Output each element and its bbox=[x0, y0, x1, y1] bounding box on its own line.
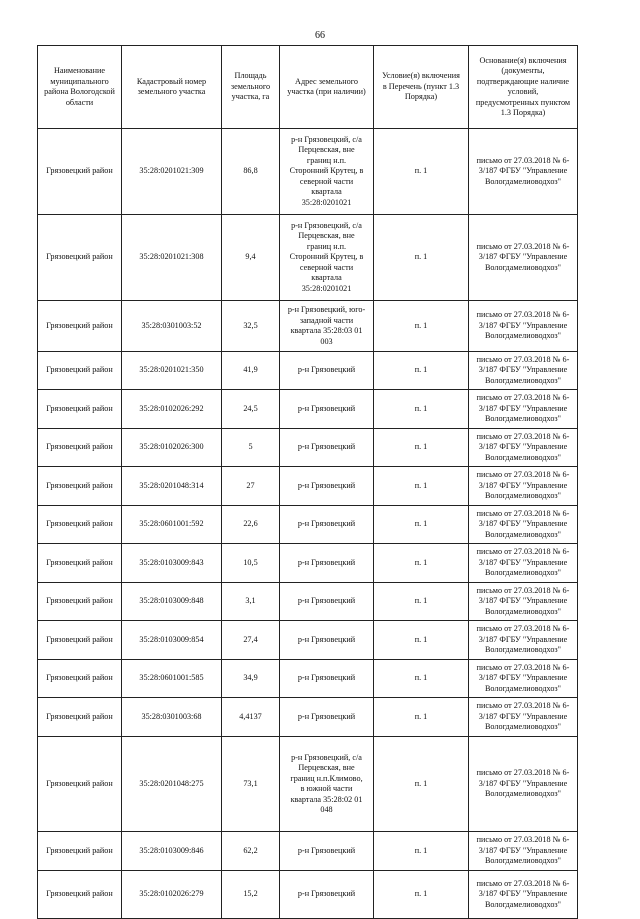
cell-condition: п. 1 bbox=[374, 215, 469, 301]
cell-address: р-н Грязовецкий bbox=[280, 429, 374, 467]
table-row bbox=[38, 467, 578, 506]
cell-condition: п. 1 bbox=[374, 301, 469, 352]
cell-cadastral-number: 35:28:0301003:52 bbox=[122, 301, 222, 352]
page-number: 66 bbox=[315, 30, 325, 41]
cell-condition: п. 1 bbox=[374, 832, 469, 871]
cell-district: Грязовецкий район bbox=[38, 832, 122, 871]
cell-condition: п. 1 bbox=[374, 698, 469, 737]
cell-area: 27 bbox=[222, 467, 280, 506]
cell-cadastral-number: 35:28:0301003:68 bbox=[122, 698, 222, 737]
cell-address: р-н Грязовецкий bbox=[280, 583, 374, 621]
cell-area: 27,4 bbox=[222, 621, 280, 660]
cell-cadastral-number: 35:28:0103009:848 bbox=[122, 583, 222, 621]
cell-basis: письмо от 27.03.2018 № 6- 3/187 ФГБУ "Управление Вологдамелиоводхоз" bbox=[469, 301, 578, 352]
cell-cadastral-number: 35:28:0103009:846 bbox=[122, 832, 222, 871]
cell-cadastral-number: 35:28:0102026:279 bbox=[122, 871, 222, 919]
cell-address: р-н Грязовецкий bbox=[280, 832, 374, 871]
header-area: Площадь земельного участка, га bbox=[222, 46, 280, 129]
cell-cadastral-number: 35:28:0201021:308 bbox=[122, 215, 222, 301]
cell-area: 22,6 bbox=[222, 506, 280, 544]
cell-area: 24,5 bbox=[222, 390, 280, 429]
land-plots-table bbox=[37, 45, 578, 919]
header-cadastral-number: Кадастровый номер земельного участка bbox=[122, 46, 222, 129]
header-condition: Условие(я) включения в Перечень (пункт 1.3 Порядка) bbox=[374, 46, 469, 129]
cell-district: Грязовецкий район bbox=[38, 698, 122, 737]
cell-basis: письмо от 27.03.2018 № 6- 3/187 ФГБУ "Управление Вологдамелиоводхоз" bbox=[469, 621, 578, 660]
cell-area: 9,4 bbox=[222, 215, 280, 301]
cell-cadastral-number: 35:28:0201048:314 bbox=[122, 467, 222, 506]
table-row bbox=[38, 429, 578, 467]
cell-district: Грязовецкий район bbox=[38, 129, 122, 215]
cell-district: Грязовецкий район bbox=[38, 737, 122, 832]
header-address: Адрес земельного участка (при наличии) bbox=[280, 46, 374, 129]
cell-area: 34,9 bbox=[222, 660, 280, 698]
cell-cadastral-number: 35:28:0201021:350 bbox=[122, 352, 222, 390]
cell-basis: письмо от 27.03.2018 № 6- 3/187 ФГБУ "Управление Вологдамелиоводхоз" bbox=[469, 215, 578, 301]
cell-condition: п. 1 bbox=[374, 871, 469, 919]
cell-district: Грязовецкий район bbox=[38, 871, 122, 919]
cell-basis: письмо от 27.03.2018 № 6- 3/187 ФГБУ "Управление Вологдамелиоводхоз" bbox=[469, 583, 578, 621]
cell-condition: п. 1 bbox=[374, 467, 469, 506]
cell-area: 32,5 bbox=[222, 301, 280, 352]
table-row bbox=[38, 544, 578, 583]
cell-address: р-н Грязовецкий, с/а Перцевская, вне границ н.п. Сторонний Крутец, в северной части квартала 35:28:0201021 bbox=[280, 215, 374, 301]
cell-area: 15,2 bbox=[222, 871, 280, 919]
cell-address: р-н Грязовецкий bbox=[280, 660, 374, 698]
cell-cadastral-number: 35:28:0103009:843 bbox=[122, 544, 222, 583]
cell-condition: п. 1 bbox=[374, 660, 469, 698]
cell-area: 62,2 bbox=[222, 832, 280, 871]
cell-address: р-н Грязовецкий bbox=[280, 352, 374, 390]
cell-address: р-н Грязовецкий bbox=[280, 698, 374, 737]
header-basis: Основание(я) включения (документы, подтверждающие наличие условий, предусмотренных пунктом 1.3 Порядка) bbox=[469, 46, 578, 129]
table-row bbox=[38, 215, 578, 301]
cell-address: р-н Грязовецкий bbox=[280, 621, 374, 660]
cell-cadastral-number: 35:28:0201048:275 bbox=[122, 737, 222, 832]
cell-address: р-н Грязовецкий bbox=[280, 467, 374, 506]
cell-cadastral-number: 35:28:0103009:854 bbox=[122, 621, 222, 660]
table-row bbox=[38, 832, 578, 871]
cell-basis: письмо от 27.03.2018 № 6- 3/187 ФГБУ "Управление Вологдамелиоводхоз" bbox=[469, 832, 578, 871]
table-row bbox=[38, 871, 578, 919]
cell-basis: письмо от 27.03.2018 № 6- 3/187 ФГБУ "Управление Вологдамелиоводхоз" bbox=[469, 871, 578, 919]
cell-condition: п. 1 bbox=[374, 390, 469, 429]
table-row bbox=[38, 390, 578, 429]
table-row bbox=[38, 583, 578, 621]
cell-condition: п. 1 bbox=[374, 737, 469, 832]
cell-basis: письмо от 27.03.2018 № 6- 3/187 ФГБУ "Управление Вологдамелиоводхоз" bbox=[469, 698, 578, 737]
table-row bbox=[38, 621, 578, 660]
table-header-row bbox=[38, 46, 578, 129]
header-district: Наименование муниципального района Вологодской области bbox=[38, 46, 122, 129]
cell-cadastral-number: 35:28:0601001:592 bbox=[122, 506, 222, 544]
cell-basis: письмо от 27.03.2018 № 6- 3/187 ФГБУ "Управление Вологдамелиоводхоз" bbox=[469, 544, 578, 583]
cell-basis: письмо от 27.03.2018 № 6- 3/187 ФГБУ "Управление Вологдамелиоводхоз" bbox=[469, 352, 578, 390]
cell-address: р-н Грязовецкий bbox=[280, 544, 374, 583]
cell-area: 3,1 bbox=[222, 583, 280, 621]
cell-district: Грязовецкий район bbox=[38, 215, 122, 301]
cell-district: Грязовецкий район bbox=[38, 583, 122, 621]
cell-cadastral-number: 35:28:0102026:300 bbox=[122, 429, 222, 467]
cell-area: 10,5 bbox=[222, 544, 280, 583]
table-row bbox=[38, 660, 578, 698]
cell-area: 5 bbox=[222, 429, 280, 467]
cell-basis: письмо от 27.03.2018 № 6- 3/187 ФГБУ "Управление Вологдамелиоводхоз" bbox=[469, 129, 578, 215]
cell-condition: п. 1 bbox=[374, 583, 469, 621]
cell-cadastral-number: 35:28:0601001:585 bbox=[122, 660, 222, 698]
cell-district: Грязовецкий район bbox=[38, 660, 122, 698]
cell-district: Грязовецкий район bbox=[38, 390, 122, 429]
table-row bbox=[38, 352, 578, 390]
cell-address: р-н Грязовецкий bbox=[280, 390, 374, 429]
cell-district: Грязовецкий район bbox=[38, 544, 122, 583]
cell-condition: п. 1 bbox=[374, 544, 469, 583]
cell-basis: письмо от 27.03.2018 № 6- 3/187 ФГБУ "Управление Вологдамелиоводхоз" bbox=[469, 467, 578, 506]
cell-district: Грязовецкий район bbox=[38, 301, 122, 352]
table-row bbox=[38, 737, 578, 832]
cell-address: р-н Грязовецкий, с/а Перцевская, вне границ н.п.Климово, в южной части квартала 35:28:02 01 048 bbox=[280, 737, 374, 832]
cell-address: р-н Грязовецкий bbox=[280, 871, 374, 919]
cell-area: 86,8 bbox=[222, 129, 280, 215]
cell-district: Грязовецкий район bbox=[38, 429, 122, 467]
cell-condition: п. 1 bbox=[374, 129, 469, 215]
cell-cadastral-number: 35:28:0102026:292 bbox=[122, 390, 222, 429]
cell-district: Грязовецкий район bbox=[38, 506, 122, 544]
cell-district: Грязовецкий район bbox=[38, 352, 122, 390]
cell-condition: п. 1 bbox=[374, 621, 469, 660]
cell-cadastral-number: 35:28:0201021:309 bbox=[122, 129, 222, 215]
cell-basis: письмо от 27.03.2018 № 6- 3/187 ФГБУ "Управление Вологдамелиоводхоз" bbox=[469, 737, 578, 832]
cell-condition: п. 1 bbox=[374, 429, 469, 467]
cell-area: 41,9 bbox=[222, 352, 280, 390]
cell-district: Грязовецкий район bbox=[38, 621, 122, 660]
cell-area: 4,4137 bbox=[222, 698, 280, 737]
cell-basis: письмо от 27.03.2018 № 6- 3/187 ФГБУ "Управление Вологдамелиоводхоз" bbox=[469, 506, 578, 544]
table-row bbox=[38, 698, 578, 737]
cell-address: р-н Грязовецкий, с/а Перцевская, вне границ н.п. Сторонний Крутец, в северной части квартала 35:28:0201021 bbox=[280, 129, 374, 215]
cell-condition: п. 1 bbox=[374, 352, 469, 390]
cell-district: Грязовецкий район bbox=[38, 467, 122, 506]
cell-basis: письмо от 27.03.2018 № 6- 3/187 ФГБУ "Управление Вологдамелиоводхоз" bbox=[469, 390, 578, 429]
cell-condition: п. 1 bbox=[374, 506, 469, 544]
cell-address: р-н Грязовецкий, юго- западной части квартала 35:28:03 01 003 bbox=[280, 301, 374, 352]
cell-address: р-н Грязовецкий bbox=[280, 506, 374, 544]
cell-basis: письмо от 27.03.2018 № 6- 3/187 ФГБУ "Управление Вологдамелиоводхоз" bbox=[469, 429, 578, 467]
table-row bbox=[38, 506, 578, 544]
table-row bbox=[38, 301, 578, 352]
cell-area: 73,1 bbox=[222, 737, 280, 832]
cell-basis: письмо от 27.03.2018 № 6- 3/187 ФГБУ "Управление Вологдамелиоводхоз" bbox=[469, 660, 578, 698]
table-row bbox=[38, 129, 578, 215]
